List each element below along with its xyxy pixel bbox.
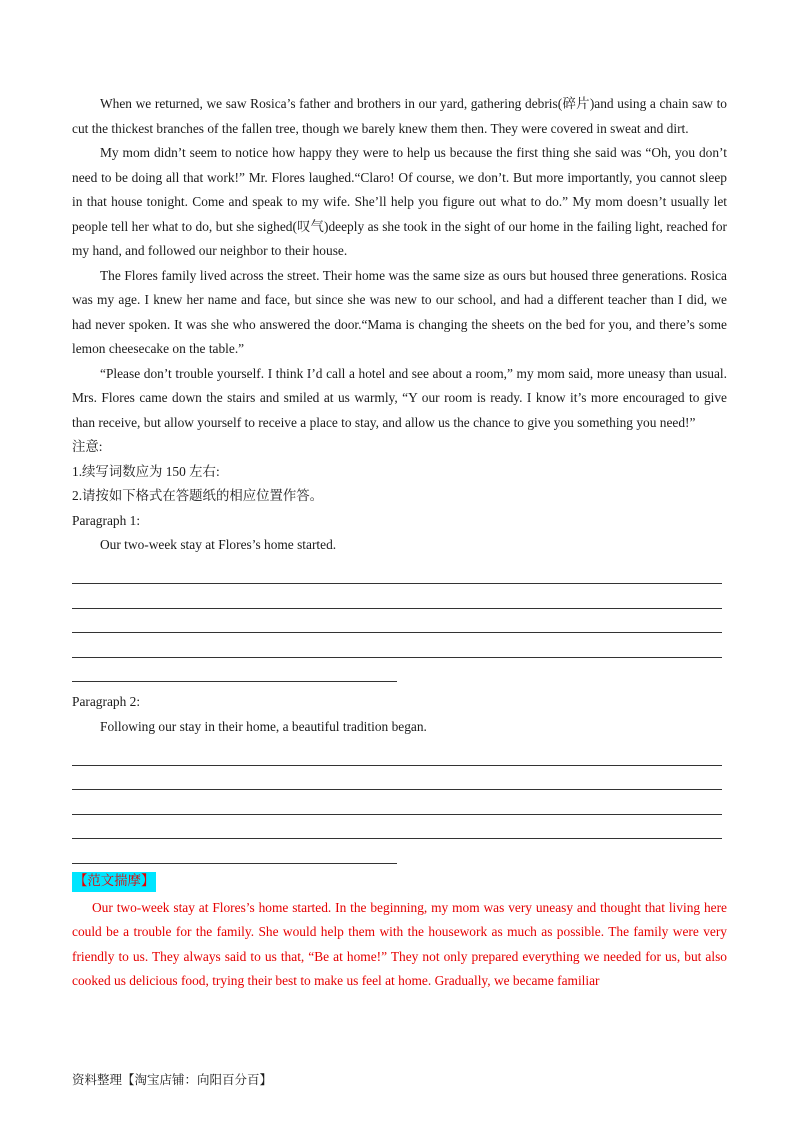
paragraph-2-answer-lines: [72, 741, 727, 864]
paragraph-1-label: Paragraph 1:: [72, 512, 141, 528]
model-badge-wrap: [72, 872, 727, 894]
story-paragraph-1: When we returned, we saw Rosica’s father and brothers in our yard, gathering debris(碎片)and using a chain saw to cut the thickest branches of the fallen tree, though we barely knew them then. They were covered in sweat and dirt.: [72, 96, 727, 136]
model-badge: 【范文揣摩】: [72, 872, 156, 892]
spacer: [72, 682, 727, 690]
answer-line[interactable]: [72, 839, 397, 864]
document-page: [72, 92, 727, 994]
paragraph-2-label: Paragraph 2:: [72, 694, 141, 709]
answer-line[interactable]: [72, 766, 722, 791]
story-paragraph-3: The Flores family lived across the street. Their home was the same size as ours but housed three generations. Rosica was my age. I knew her name and face, but since she was new to our school, and had a different teacher than I did, we had never spoken. It was she who answered the door.“Mama is changing the sheets on the bed for you, and there’s some lemon cheesecake on the table.”: [72, 267, 727, 356]
answer-line[interactable]: [72, 790, 722, 815]
footer-source: 资料整理【淘宝店铺：向阳百分百】: [72, 1072, 273, 1087]
story-paragraph-4: “Please don’t trouble yourself. I think I’d call a hotel and see about a room,” my mom said, more uneasy than usual. Mrs. Flores came down the stairs and smiled at us warmly, “Y our room is ready. I know it’s more encouraged to give than receive, but allow yourself to receive a place to stay, and allow us the chance to give you something you need!”: [72, 365, 727, 430]
model-essay-text: Our two-week stay at Flores’s home started. In the beginning, my mom was very uneasy and thought that living here could be a trouble for the family. She would help them with the housework as much as possible. The family were very friendly to us. They always said to us that, “Be at home!” They not only prepared everything we needed for us, but also cooked us delicious food, trying their best to make us feel at home. Gradually, we became familiar: [72, 899, 727, 988]
notes-item-2: 2.请按如下格式在答题纸的相应位置作答。: [72, 488, 324, 503]
paragraph-2-opening: Following our stay in their home, a beautiful tradition began.: [100, 718, 427, 734]
notes-item-1: 1.续写词数应为 150 左右:: [72, 463, 220, 479]
answer-line[interactable]: [72, 584, 722, 609]
answer-line[interactable]: [72, 609, 722, 634]
answer-line[interactable]: [72, 815, 722, 840]
paragraph-1-answer-lines: [72, 560, 727, 683]
story-paragraph-2: My mom didn’t seem to notice how happy they were to help us because the first thing she said was “Oh, you don’t need to be doing all that work!” Mr. Flores laughed.“Claro! Of course, we don’t. But more importantly, you cannot sleep in that house tonight. Come and speak to my wife. She’ll help you figure out what to do.” My mom doesn’t usually let people tell her what to do, but she sighed(叹气)deeply as she took in the sight of our home in the failing light, reached for my hand, and followed our neighbor to their house.: [72, 145, 727, 258]
answer-line[interactable]: [72, 741, 722, 766]
paragraph-1-opening: Our two-week stay at Flores’s home started.: [100, 537, 337, 552]
answer-line[interactable]: [72, 633, 722, 658]
notes-title: 注意:: [72, 439, 103, 454]
answer-line[interactable]: [72, 658, 397, 683]
answer-line[interactable]: [72, 560, 722, 585]
